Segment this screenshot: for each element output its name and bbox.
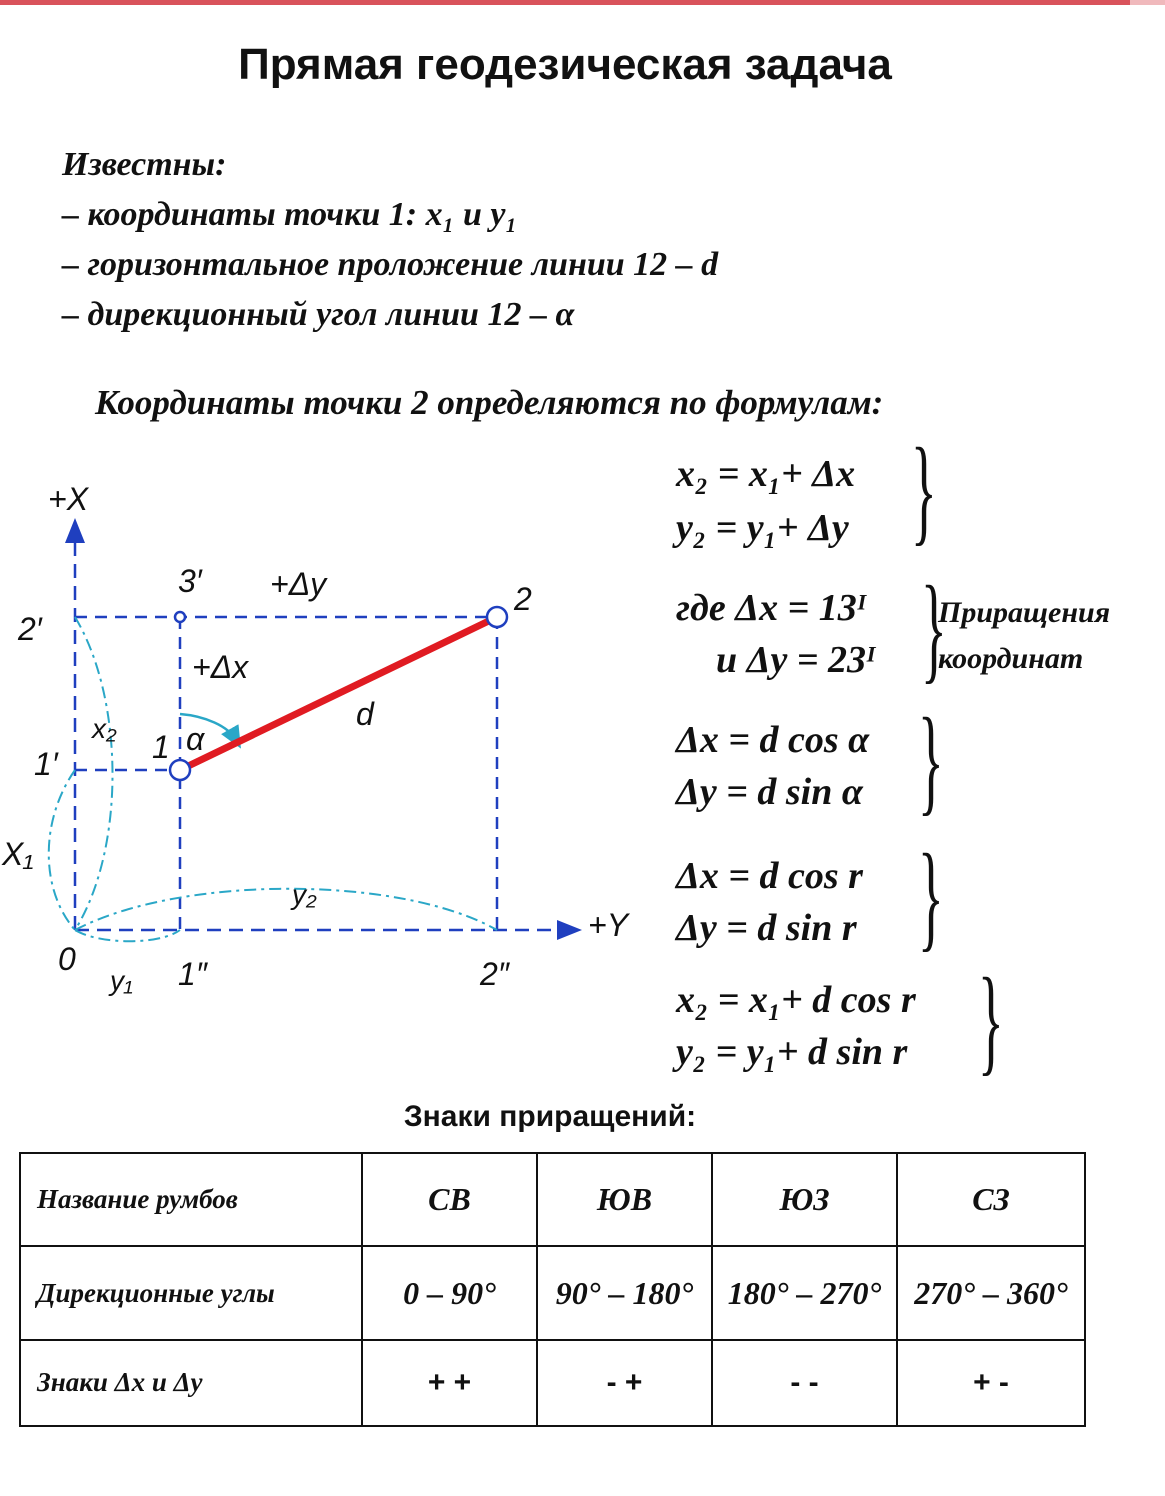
table-cell: Название румбов (20, 1153, 362, 1246)
table-cell: 270° – 360° (897, 1246, 1085, 1339)
coordinate-diagram (0, 470, 650, 1030)
table-cell: ЮВ (537, 1153, 712, 1246)
brace-g3: } (917, 693, 944, 826)
table-cell: Знаки Δx и Δy (20, 1340, 362, 1426)
brace-g2: } (920, 561, 947, 694)
formulas-heading: Координаты точки 2 определяются по формулам: (95, 383, 884, 422)
label-X1: X₁ (2, 836, 34, 872)
formula-dx-r: Δx = d cos r (676, 855, 863, 897)
top-rule-fade (1130, 0, 1165, 5)
formula-y2-r: y₂ = y₁+ d sin r (676, 1031, 908, 1073)
known-item: – дирекционный угол линии 12 – α (62, 296, 575, 333)
increments-label-line: координат (938, 642, 1084, 675)
table-cell: 0 – 90° (362, 1246, 537, 1339)
table-cell: Дирекционные углы (20, 1246, 362, 1339)
increments-label-line: Приращения (938, 596, 1111, 629)
arc-y2 (75, 889, 497, 930)
formula-x2-r: x₂ = x₁+ d cos r (676, 979, 916, 1021)
formula-x2: x₂ = x₁+ Δx (676, 453, 856, 495)
top-rule (0, 0, 1130, 5)
label-origin: 0 (58, 941, 76, 977)
brace-g1: } (910, 423, 937, 556)
label-2prime: 2′ (18, 611, 42, 647)
table-row (20, 1340, 1085, 1426)
label-1prime: 1′ (34, 746, 58, 782)
increments-label (938, 590, 1110, 682)
arc-x2 (75, 617, 113, 930)
point-3prime (175, 612, 185, 622)
table-cell: ЮЗ (712, 1153, 897, 1246)
formula-dy-r: Δy = d sin r (676, 907, 857, 949)
table-cell: + + (362, 1340, 537, 1426)
point-1 (170, 760, 190, 780)
label-point-2: 2 (514, 581, 532, 617)
label-dy: +Δy (270, 566, 327, 602)
table-row (20, 1246, 1085, 1339)
arc-x1 (49, 770, 75, 930)
arc-y1 (75, 930, 180, 941)
formula-dy-alpha: Δy = d sin α (676, 771, 863, 813)
known-item: – координаты точки 1: x₁ и y₁ (62, 196, 518, 233)
brace-g4: } (917, 829, 944, 962)
label-d: d (356, 696, 374, 732)
known-heading: Известны: (62, 146, 227, 183)
table-cell: - + (537, 1340, 712, 1426)
label-dx: +Δx (192, 649, 249, 685)
formula-dx-alpha: Δx = d cos α (676, 719, 870, 761)
label-alpha: α (186, 721, 205, 757)
formula-dy-def: и Δy = 23ᴵ (716, 639, 875, 681)
label-1pp: 1″ (178, 956, 208, 992)
page-title: Прямая геодезическая задача (238, 40, 892, 89)
label-point-1: 1 (152, 729, 170, 765)
table-row (20, 1153, 1085, 1246)
label-y2: y₂ (292, 879, 317, 910)
table-cell: 180° – 270° (712, 1246, 897, 1339)
formula-y2: y₂ = y₁+ Δy (676, 507, 849, 549)
signs-heading: Знаки приращений: (403, 1100, 697, 1133)
known-item: – горизонтальное проложение линии 12 – d (62, 246, 719, 283)
label-3prime: 3′ (178, 563, 202, 599)
formula-dx-def: где Δx = 13ᴵ (676, 587, 866, 629)
table-cell: СЗ (897, 1153, 1085, 1246)
table-cell: СВ (362, 1153, 537, 1246)
label-axis-y: +Y (588, 907, 629, 943)
point-2 (487, 607, 507, 627)
label-x2: x₂ (92, 713, 117, 744)
label-2pp: 2″ (480, 956, 510, 992)
table-cell: 90° – 180° (537, 1246, 712, 1339)
label-y1: y₁ (110, 965, 133, 996)
label-axis-x: +X (48, 481, 89, 517)
known-section (62, 140, 718, 340)
brace-g5: } (977, 953, 1004, 1086)
segment-d (180, 617, 497, 770)
signs-table (19, 1152, 1086, 1427)
table-cell: + - (897, 1340, 1085, 1426)
table-cell: - - (712, 1340, 897, 1426)
